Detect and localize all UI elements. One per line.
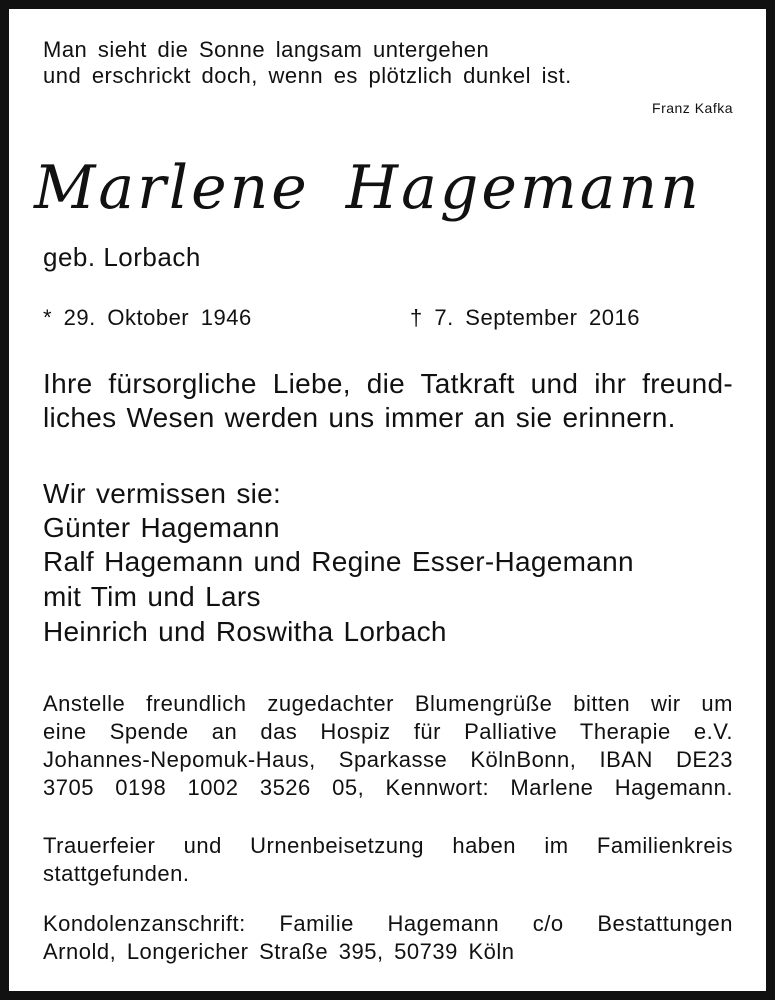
mourner-name: mit Tim und Lars	[43, 581, 261, 612]
birth-date: * 29. Oktober 1946	[43, 305, 252, 330]
donation-line-1: Anstelle freundlich zugedachter Blumengrüße bitten wir um	[43, 691, 733, 716]
death-date: † 7. September 2016	[410, 305, 640, 330]
donation-line-2: eine Spende an das Hospiz für Palliative Therapie e.V.	[43, 719, 733, 744]
donation-line-3: Johannes-Nepomuk-Haus, Sparkasse KölnBonn, IBAN DE23	[43, 747, 733, 772]
quote-line-1: Man sieht die Sonne langsam untergehen	[43, 37, 490, 62]
deceased-name: Marlene Hagemann	[34, 153, 702, 223]
mourner-name: Günter Hagemann	[43, 512, 280, 543]
funeral-line-1: Trauerfeier und Urnenbeisetzung haben im Familienkreis	[43, 833, 733, 858]
condolence-line-1: Kondolenzanschrift: Familie Hagemann c/o Bestattungen	[43, 911, 733, 936]
funeral-line-2: stattgefunden.	[43, 861, 190, 886]
quote-line-2: und erschrickt doch, wenn es plötzlich dunkel ist.	[43, 63, 572, 88]
condolence-line-2: Arnold, Longericher Straße 395, 50739 Köln	[43, 939, 515, 964]
tribute-line-1: Ihre fürsorgliche Liebe, die Tatkraft und ihr freund-	[43, 368, 733, 399]
mourner-name: Ralf Hagemann und Regine Esser-Hagemann	[43, 546, 634, 577]
maiden-name: geb. Lorbach	[43, 242, 201, 272]
quote-author: Franz Kafka	[652, 100, 733, 116]
mourners-intro: Wir vermissen sie:	[43, 478, 282, 509]
tribute-line-2: liches Wesen werden uns immer an sie erinnern.	[43, 402, 676, 433]
mourner-name: Heinrich und Roswitha Lorbach	[43, 616, 447, 647]
donation-line-4: 3705 0198 1002 3526 05, Kennwort: Marlene Hagemann.	[43, 775, 733, 800]
